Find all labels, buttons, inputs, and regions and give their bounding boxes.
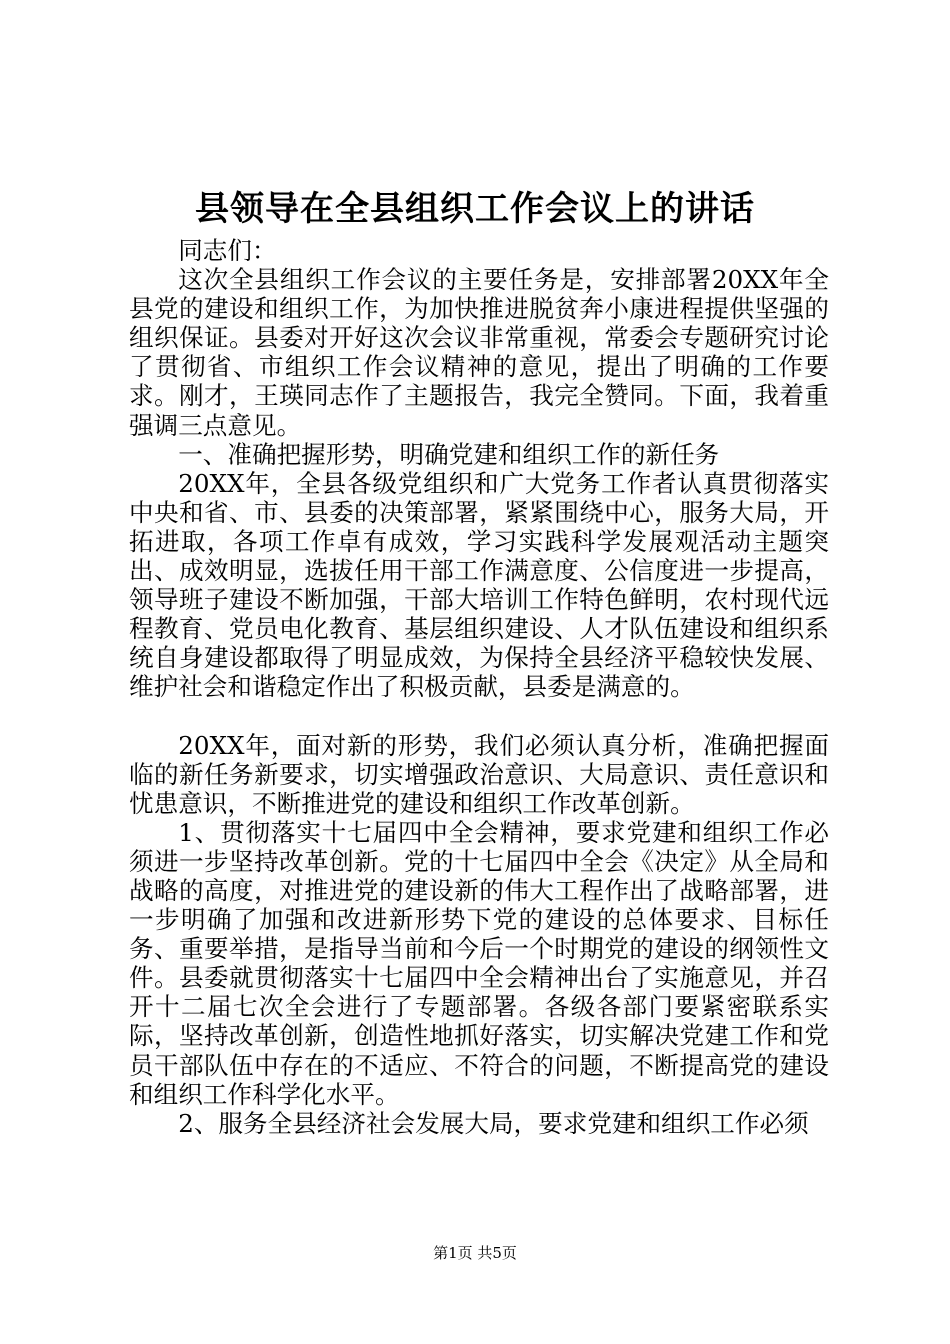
document-body (129, 236, 829, 1138)
paragraph-intro: 这次全县组织工作会议的主要任务是，安排部署20XX年全县党的建设和组织工作，为加快推进脱贫奔小康进程提供坚强的组织保证。县委对开好这次会议非常重视，常委会专题研究讨论了贯彻省、市组织工作会议精神的意见，提出了明确的工作要求。刚才，王瑛同志作了主题报告，我完全赞同。下面，我着重强调三点意见。 (129, 265, 829, 440)
paragraph-point-1: 1、贯彻落实十七届四中全会精神，要求党建和组织工作必须进一步坚持改革创新。党的十七届四中全会《决定》从全局和战略的高度，对推进党的建设新的伟大工程作出了战略部署，进一步明确了加强和改进新形势下党的建设的总体要求、目标任务、重要举措，是指导当前和今后一个时期党的建设的纲领性文件。县委就贯彻落实十七届四中全会精神出台了实施意见，并召开十二届七次全会进行了专题部署。各级各部门要紧密联系实际，坚持改革创新，创造性地抓好落实，切实解决党建工作和党员干部队伍中存在的不适应、不符合的问题，不断提高党的建设和组织工作科学化水平。 (129, 817, 829, 1109)
paragraph-new-situation: 20XX年，面对新的形势，我们必须认真分析，准确把握面临的新任务新要求，切实增强政治意识、大局意识、责任意识和忧患意识，不断推进党的建设和组织工作改革创新。 (129, 730, 829, 818)
paragraph-point-2: 2、服务全县经济社会发展大局，要求党建和组织工作必须 (178, 1108, 809, 1138)
page-footer: 第1页 共5页 (433, 1244, 517, 1262)
paragraph-achievements: 20XX年，全县各级党组织和广大党务工作者认真贯彻落实中央和省、市、县委的决策部署，紧紧围绕中心，服务大局，开拓进取，各项工作卓有成效，学习实践科学发展观活动主题突出、成效明显，选拔任用干部工作满意度、公信度进一步提高，领导班子建设不断加强，干部大培训工作特色鲜明，农村现代远程教育、党员电化教育、基层组织建设、人才队伍建设和组织系统自身建设都取得了明显成效，为保持全县经济平稳较快发展、维护社会和谐稳定作出了积极贡献，县委是满意的。 (129, 468, 829, 702)
document-title: 县领导在全县组织工作会议上的讲话 (195, 189, 755, 229)
salutation: 同志们： (178, 236, 277, 265)
section-heading-1: 一、准确把握形势，明确党建和组织工作的新任务 (178, 439, 720, 469)
